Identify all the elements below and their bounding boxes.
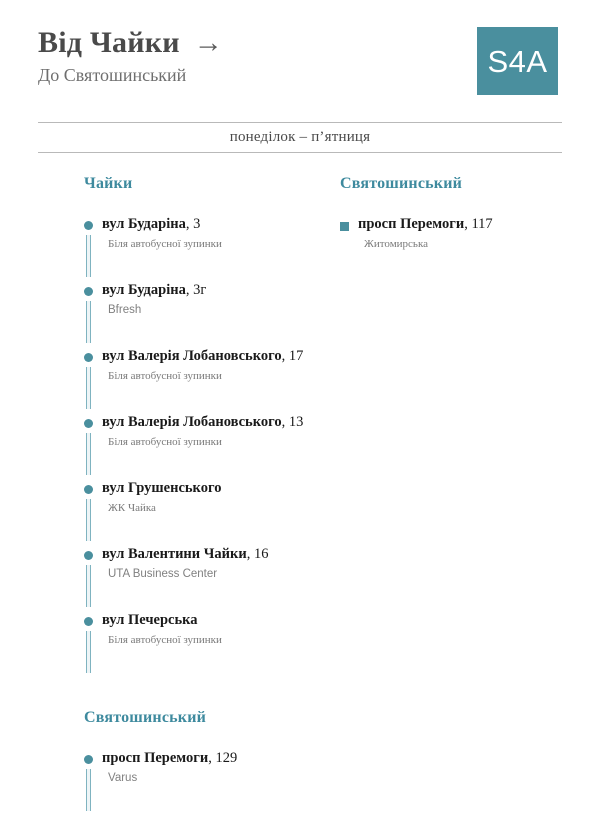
stop-item[interactable] xyxy=(84,480,328,546)
stop-item[interactable] xyxy=(84,348,328,414)
stop-street-label: вул Печерська xyxy=(102,612,198,628)
stop-name xyxy=(102,348,328,365)
group-title-sviatoshynskyi-right: Святошинський xyxy=(340,175,463,192)
route-badge xyxy=(477,27,558,95)
stop-description: Біля автобусної зупинки xyxy=(108,370,222,383)
stops-column-right xyxy=(328,175,558,256)
page-header xyxy=(0,0,600,110)
stop-name xyxy=(102,414,328,431)
stop-street-label: вул Валентини Чайки xyxy=(102,546,247,562)
stop-street-label: вул Валерія Лобановського xyxy=(102,348,282,364)
route-origin-label: Від Чайки xyxy=(38,26,180,59)
stop-street-label: вул Бударіна xyxy=(102,282,186,298)
stop-number-label: , 17 xyxy=(281,348,304,364)
stop-street-label: вул Грушенського xyxy=(102,480,222,496)
stop-marker-circle-icon xyxy=(84,221,93,230)
stop-connector-line xyxy=(86,301,91,343)
stop-marker-circle-icon xyxy=(84,755,93,764)
stop-connector-line xyxy=(86,565,91,607)
stop-number-label: , 117 xyxy=(464,216,493,232)
stop-connector-line xyxy=(86,367,91,409)
arrow-right-icon: → xyxy=(193,27,223,59)
stop-number-label: , 16 xyxy=(246,546,269,562)
stop-marker-circle-icon xyxy=(84,353,93,362)
stop-item[interactable] xyxy=(84,750,328,816)
stop-number-label: , 3 xyxy=(185,216,201,232)
stop-street-label: просп Перемоги xyxy=(102,750,209,766)
group-title-chayky: Чайки xyxy=(84,175,133,192)
stop-marker-circle-icon xyxy=(84,551,93,560)
stop-connector-line xyxy=(86,235,91,277)
stop-description: Біля автобусної зупинки xyxy=(108,238,222,251)
stop-marker-circle-icon xyxy=(84,419,93,428)
stop-connector-line xyxy=(86,769,91,811)
stop-connector-line xyxy=(86,433,91,475)
route-destination-label: До Святошинський xyxy=(38,64,187,85)
stop-number-label: , 13 xyxy=(281,414,304,430)
stop-item[interactable] xyxy=(84,546,328,612)
stop-item[interactable] xyxy=(84,216,328,282)
stop-name xyxy=(102,546,328,563)
stop-marker-square-icon xyxy=(340,222,349,231)
stop-street-label: вул Валерія Лобановського xyxy=(102,414,282,430)
stop-description: Біля автобусної зупинки xyxy=(108,436,222,449)
stop-connector-line xyxy=(86,631,91,673)
schedule-bar xyxy=(38,122,562,153)
stop-name xyxy=(102,480,328,497)
schedule-days-label: понеділок – п’ятниця xyxy=(229,129,371,145)
stop-description: Біля автобусної зупинки xyxy=(108,634,222,647)
stop-marker-circle-icon xyxy=(84,617,93,626)
stop-item[interactable] xyxy=(340,216,558,256)
stop-description: Bfresh xyxy=(108,304,142,317)
stop-item[interactable] xyxy=(84,282,328,348)
stop-item[interactable] xyxy=(84,414,328,480)
stop-name xyxy=(358,216,558,233)
stop-description: ЖК Чайка xyxy=(108,502,156,515)
stop-description: Varus xyxy=(108,772,138,785)
stop-connector-line xyxy=(86,499,91,541)
stop-name xyxy=(102,750,328,767)
stop-name xyxy=(102,282,328,299)
stops-column-left xyxy=(38,175,328,816)
stop-marker-circle-icon xyxy=(84,485,93,494)
stop-number-label: , 129 xyxy=(208,750,238,766)
stop-name xyxy=(102,612,328,629)
stop-street-label: просп Перемоги xyxy=(358,216,465,232)
stop-item[interactable] xyxy=(84,612,328,678)
stop-description: UTA Business Center xyxy=(108,568,218,581)
stop-description: Житомирська xyxy=(364,238,429,251)
stop-name xyxy=(102,216,328,233)
group-title-sviatoshynskyi-left: Святошинський xyxy=(84,709,207,726)
stop-marker-circle-icon xyxy=(84,287,93,296)
stop-street-label: вул Бударіна xyxy=(102,216,186,232)
stop-number-label: , 3г xyxy=(185,282,207,298)
route-badge-label: S4A xyxy=(487,43,548,79)
stops-columns xyxy=(0,175,600,816)
